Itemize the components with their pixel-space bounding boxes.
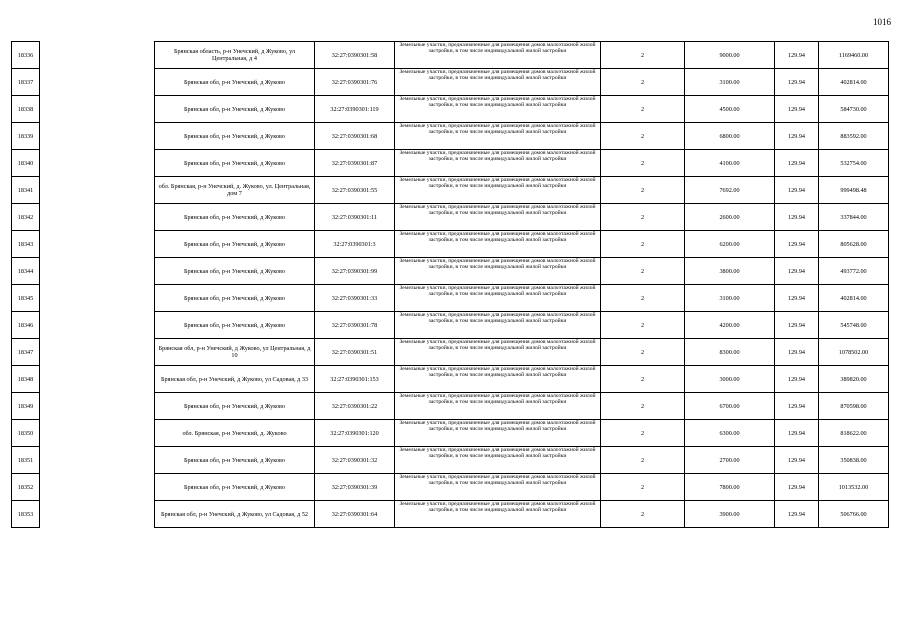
price-cell: 129.94 <box>775 231 819 258</box>
group-cell: 2 <box>601 501 685 528</box>
group-cell: 2 <box>601 231 685 258</box>
cadastral-number-cell: 32:27:0390301:76 <box>315 69 395 96</box>
table-row <box>12 258 40 285</box>
row-id: 18337 <box>12 69 40 96</box>
area-cell: 3900.00 <box>685 501 775 528</box>
row-id: 18342 <box>12 204 40 231</box>
price-cell: 129.94 <box>775 42 819 69</box>
land-use-cell: Земельные участки, предназначенные для размещения домов малоэтажной жилой застройки, в том числе индивидуальной жилой застройки <box>395 420 601 447</box>
row-id: 18338 <box>12 96 40 123</box>
group-cell: 2 <box>601 285 685 312</box>
land-use-cell: Земельные участки, предназначенные для размещения домов малоэтажной жилой застройки, в том числе индивидуальной жилой застройки <box>395 177 601 204</box>
address-cell: Брянская обл, р-н Унечский, д Жуково <box>155 69 315 96</box>
group-cell: 2 <box>601 312 685 339</box>
table-row <box>12 393 40 420</box>
cadastral-value-cell: 805628.00 <box>819 231 889 258</box>
row-id: 18350 <box>12 420 40 447</box>
cadastral-value-cell: 1169460.00 <box>819 42 889 69</box>
price-cell: 129.94 <box>775 150 819 177</box>
cadastral-number-cell: 32:27:0390301:51 <box>315 339 395 366</box>
land-use-cell: Земельные участки, предназначенные для размещения домов малоэтажной жилой застройки, в том числе индивидуальной жилой застройки <box>395 447 601 474</box>
table-row <box>155 123 889 150</box>
cadastral-number-cell: 32:27:0390301:11 <box>315 204 395 231</box>
cadastral-value-cell: 350838.00 <box>819 447 889 474</box>
address-cell: Брянская обл, р-н Унечский, д Жуково <box>155 447 315 474</box>
land-use-cell: Земельные участки, предназначенные для размещения домов малоэтажной жилой застройки, в том числе индивидуальной жилой застройки <box>395 339 601 366</box>
table-row <box>12 69 40 96</box>
cadastral-value-cell: 402814.00 <box>819 285 889 312</box>
address-cell: обл. Брянская, р-н Унечский, д. Жуково <box>155 420 315 447</box>
table-row <box>155 231 889 258</box>
table-row <box>155 258 889 285</box>
cadastral-number-cell: 32:27:0390301:3 <box>315 231 395 258</box>
price-cell: 129.94 <box>775 501 819 528</box>
cadastral-value-cell: 337844.00 <box>819 204 889 231</box>
address-cell: Брянская обл, р-н Унечский, д Жуково <box>155 393 315 420</box>
table-row <box>12 177 40 204</box>
table-row <box>155 42 889 69</box>
cadastral-value-cell: 818622.00 <box>819 420 889 447</box>
address-cell: Брянская обл, р-н Унечский, д Жуково, ул Садовая, д 33 <box>155 366 315 393</box>
table-row <box>12 501 40 528</box>
land-use-cell: Земельные участки, предназначенные для размещения домов малоэтажной жилой застройки, в том числе индивидуальной жилой застройки <box>395 258 601 285</box>
table-row <box>155 447 889 474</box>
table-row <box>12 231 40 258</box>
price-cell: 129.94 <box>775 474 819 501</box>
address-cell: Брянская обл, р-н Унечский, д Жуково, ул Садовая, д 52 <box>155 501 315 528</box>
table-row <box>155 420 889 447</box>
area-cell: 4200.00 <box>685 312 775 339</box>
cadastral-number-cell: 32:27:0390301:120 <box>315 420 395 447</box>
table-row <box>155 366 889 393</box>
land-use-cell: Земельные участки, предназначенные для размещения домов малоэтажной жилой застройки, в том числе индивидуальной жилой застройки <box>395 150 601 177</box>
price-cell: 129.94 <box>775 366 819 393</box>
cadastral-value-cell: 532754.00 <box>819 150 889 177</box>
address-cell: Брянская обл, р-н Унечский, д Жуково <box>155 474 315 501</box>
table-row <box>12 312 40 339</box>
row-id: 18348 <box>12 366 40 393</box>
land-use-cell: Земельные участки, предназначенные для размещения домов малоэтажной жилой застройки, в том числе индивидуальной жилой застройки <box>395 366 601 393</box>
group-cell: 2 <box>601 123 685 150</box>
address-cell: Брянская обл, р-н Унечский, д Жуково <box>155 312 315 339</box>
cadastral-number-cell: 32:27:0390301:64 <box>315 501 395 528</box>
cadastral-number-cell: 32:27:0390301:153 <box>315 366 395 393</box>
area-cell: 3000.00 <box>685 366 775 393</box>
table-row <box>155 474 889 501</box>
table-row <box>155 177 889 204</box>
group-cell: 2 <box>601 366 685 393</box>
price-cell: 129.94 <box>775 420 819 447</box>
price-cell: 129.94 <box>775 285 819 312</box>
address-cell: Брянская обл, р-н Унечский, д Жуково <box>155 150 315 177</box>
price-cell: 129.94 <box>775 69 819 96</box>
area-cell: 6300.00 <box>685 420 775 447</box>
land-use-cell: Земельные участки, предназначенные для размещения домов малоэтажной жилой застройки, в том числе индивидуальной жилой застройки <box>395 69 601 96</box>
table-row <box>155 285 889 312</box>
row-id: 18353 <box>12 501 40 528</box>
area-cell: 3100.00 <box>685 285 775 312</box>
price-cell: 129.94 <box>775 258 819 285</box>
price-cell: 129.94 <box>775 96 819 123</box>
address-cell: Брянская область, р-н Унечский, д Жуково, ул Центральная, д 4 <box>155 42 315 69</box>
cadastral-number-cell: 32:27:0390301:78 <box>315 312 395 339</box>
cadastral-number-cell: 32:27:0390301:33 <box>315 285 395 312</box>
cadastral-number-cell: 32:27:0390301:68 <box>315 123 395 150</box>
area-cell: 3100.00 <box>685 69 775 96</box>
land-use-cell: Земельные участки, предназначенные для размещения домов малоэтажной жилой застройки, в том числе индивидуальной жилой застройки <box>395 501 601 528</box>
cadastral-value-cell: 870598.00 <box>819 393 889 420</box>
area-cell: 4500.00 <box>685 96 775 123</box>
table-row <box>155 339 889 366</box>
group-cell: 2 <box>601 177 685 204</box>
table-row <box>12 42 40 69</box>
table-row <box>155 96 889 123</box>
table-row <box>155 312 889 339</box>
row-id: 18343 <box>12 231 40 258</box>
land-use-cell: Земельные участки, предназначенные для размещения домов малоэтажной жилой застройки, в том числе индивидуальной жилой застройки <box>395 42 601 69</box>
row-id: 18352 <box>12 474 40 501</box>
table-row <box>155 501 889 528</box>
group-cell: 2 <box>601 393 685 420</box>
land-use-cell: Земельные участки, предназначенные для размещения домов малоэтажной жилой застройки, в том числе индивидуальной жилой застройки <box>395 474 601 501</box>
row-id: 18346 <box>12 312 40 339</box>
table-row <box>12 96 40 123</box>
group-cell: 2 <box>601 339 685 366</box>
address-cell: Брянская обл, р-н Унечский, д Жуково <box>155 285 315 312</box>
table-row <box>12 474 40 501</box>
price-cell: 129.94 <box>775 339 819 366</box>
address-cell: Брянская обл, р-н Унечский, д Жуково <box>155 204 315 231</box>
table-row <box>12 123 40 150</box>
address-cell: Брянская обл, р-н Унечский, д Жуково <box>155 96 315 123</box>
table-row <box>12 339 40 366</box>
cadastral-number-cell: 32:27:0390301:39 <box>315 474 395 501</box>
table-row <box>12 447 40 474</box>
row-id: 18349 <box>12 393 40 420</box>
table-row <box>12 366 40 393</box>
land-use-cell: Земельные участки, предназначенные для размещения домов малоэтажной жилой застройки, в том числе индивидуальной жилой застройки <box>395 204 601 231</box>
land-use-cell: Земельные участки, предназначенные для размещения домов малоэтажной жилой застройки, в том числе индивидуальной жилой застройки <box>395 231 601 258</box>
land-use-cell: Земельные участки, предназначенные для размещения домов малоэтажной жилой застройки, в том числе индивидуальной жилой застройки <box>395 285 601 312</box>
cadastral-value-cell: 1078502.00 <box>819 339 889 366</box>
cadastral-number-cell: 32:27:0390301:22 <box>315 393 395 420</box>
price-cell: 129.94 <box>775 312 819 339</box>
cadastral-number-cell: 32:27:0390301:32 <box>315 447 395 474</box>
group-cell: 2 <box>601 258 685 285</box>
table-row <box>12 285 40 312</box>
area-cell: 7692.00 <box>685 177 775 204</box>
price-cell: 129.94 <box>775 177 819 204</box>
area-cell: 4100.00 <box>685 150 775 177</box>
group-cell: 2 <box>601 420 685 447</box>
group-cell: 2 <box>601 69 685 96</box>
land-plots-table <box>154 41 889 528</box>
price-cell: 129.94 <box>775 204 819 231</box>
row-id: 18345 <box>12 285 40 312</box>
land-use-cell: Земельные участки, предназначенные для размещения домов малоэтажной жилой застройки, в том числе индивидуальной жилой застройки <box>395 393 601 420</box>
cadastral-value-cell: 506766.00 <box>819 501 889 528</box>
group-cell: 2 <box>601 204 685 231</box>
price-cell: 129.94 <box>775 123 819 150</box>
area-cell: 8300.00 <box>685 339 775 366</box>
address-cell: Брянская обл, р-н Унечский, д Жуково <box>155 258 315 285</box>
row-id: 18339 <box>12 123 40 150</box>
table-row <box>12 150 40 177</box>
price-cell: 129.94 <box>775 393 819 420</box>
address-cell: Брянская обл, р-н Унечский, д Жуково, ул Центральная, д 10 <box>155 339 315 366</box>
row-id: 18340 <box>12 150 40 177</box>
table-row <box>155 204 889 231</box>
cadastral-value-cell: 389820.00 <box>819 366 889 393</box>
area-cell: 6200.00 <box>685 231 775 258</box>
cadastral-number-cell: 32:27:0390301:58 <box>315 42 395 69</box>
row-id: 18347 <box>12 339 40 366</box>
area-cell: 2600.00 <box>685 204 775 231</box>
row-id: 18344 <box>12 258 40 285</box>
group-cell: 2 <box>601 474 685 501</box>
area-cell: 6700.00 <box>685 393 775 420</box>
cadastral-value-cell: 402814.00 <box>819 69 889 96</box>
area-cell: 3800.00 <box>685 258 775 285</box>
table-row <box>12 204 40 231</box>
cadastral-value-cell: 545748.00 <box>819 312 889 339</box>
area-cell: 9000.00 <box>685 42 775 69</box>
cadastral-value-cell: 1013532.00 <box>819 474 889 501</box>
address-cell: Брянская обл, р-н Унечский, д Жуково <box>155 231 315 258</box>
cadastral-value-cell: 999498.48 <box>819 177 889 204</box>
address-cell: Брянская обл, р-н Унечский, д Жуково <box>155 123 315 150</box>
table-row <box>12 420 40 447</box>
table-row <box>155 393 889 420</box>
land-use-cell: Земельные участки, предназначенные для размещения домов малоэтажной жилой застройки, в том числе индивидуальной жилой застройки <box>395 96 601 123</box>
row-id: 18336 <box>12 42 40 69</box>
cadastral-number-cell: 32:27:0390301:99 <box>315 258 395 285</box>
cadastral-number-cell: 32:27:0390301:87 <box>315 150 395 177</box>
cadastral-value-cell: 493772.00 <box>819 258 889 285</box>
land-use-cell: Земельные участки, предназначенные для размещения домов малоэтажной жилой застройки, в том числе индивидуальной жилой застройки <box>395 123 601 150</box>
price-cell: 129.94 <box>775 447 819 474</box>
group-cell: 2 <box>601 42 685 69</box>
cadastral-number-cell: 32:27:0390301:119 <box>315 96 395 123</box>
group-cell: 2 <box>601 150 685 177</box>
address-cell: обл. Брянская, р-н Унечский, д. Жуково, ул. Центральная, дом 7 <box>155 177 315 204</box>
row-number-table <box>11 41 40 528</box>
cadastral-value-cell: 883592.00 <box>819 123 889 150</box>
group-cell: 2 <box>601 447 685 474</box>
table-row <box>155 150 889 177</box>
area-cell: 6800.00 <box>685 123 775 150</box>
area-cell: 7800.00 <box>685 474 775 501</box>
page-number: 1016 <box>873 17 891 27</box>
row-id: 18351 <box>12 447 40 474</box>
area-cell: 2700.00 <box>685 447 775 474</box>
cadastral-number-cell: 32:27:0390301:55 <box>315 177 395 204</box>
cadastral-value-cell: 584730.00 <box>819 96 889 123</box>
row-id: 18341 <box>12 177 40 204</box>
land-use-cell: Земельные участки, предназначенные для размещения домов малоэтажной жилой застройки, в том числе индивидуальной жилой застройки <box>395 312 601 339</box>
table-row <box>155 69 889 96</box>
group-cell: 2 <box>601 96 685 123</box>
